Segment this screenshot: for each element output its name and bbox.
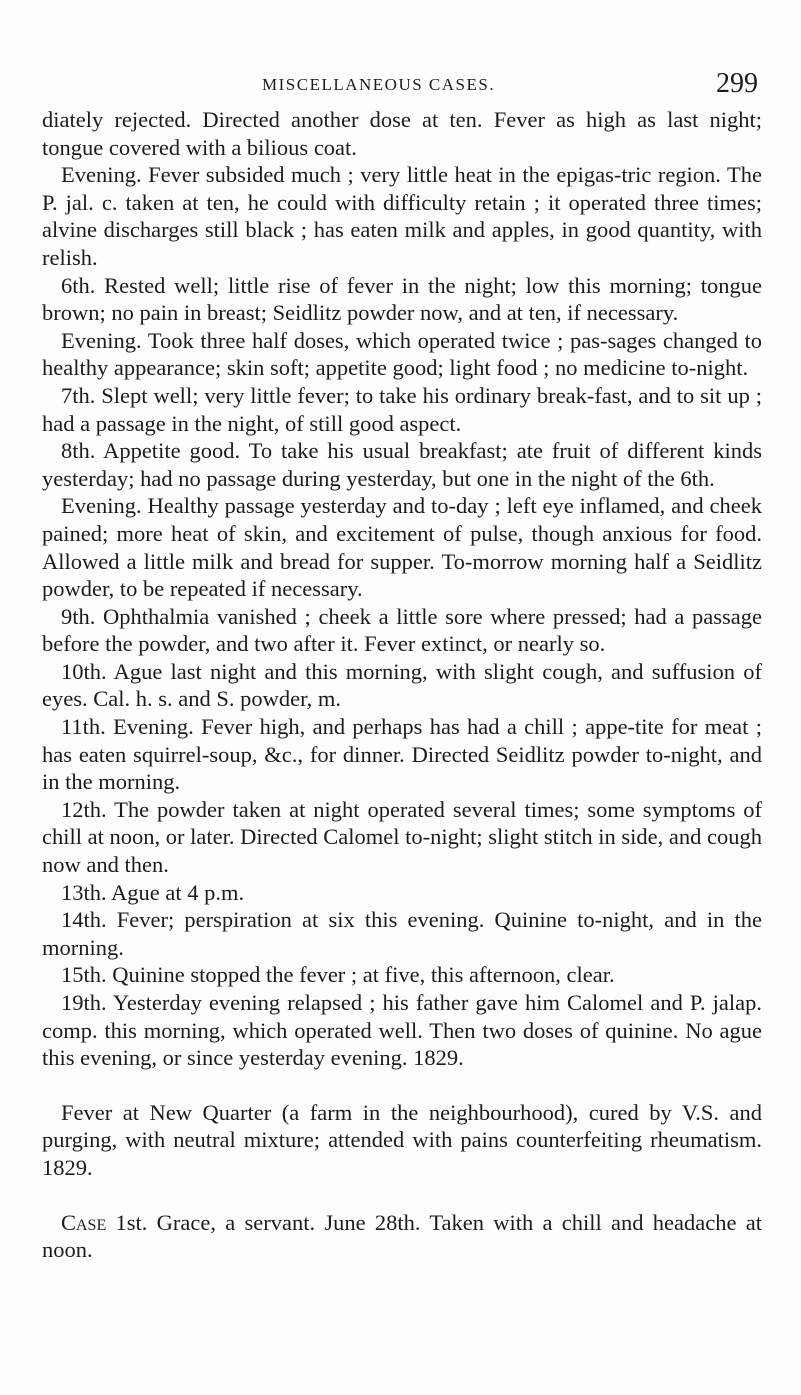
paragraph: 7th. Slept well; very little fever; to take his ordinary break-fast, and to sit up ; had a passage in the night, of still good aspect. (42, 382, 762, 436)
paragraph: 9th. Ophthalmia vanished ; cheek a little sore where pressed; had a passage before the powder, and two after it. Fever extinct, or nearly so. (42, 603, 762, 657)
running-head: MISCELLANEOUS CASES. (262, 75, 496, 94)
paragraph: 13th. Ague at 4 p.m. (61, 879, 245, 905)
case-heading-paragraph (42, 1209, 762, 1264)
case-label: Case (61, 1209, 107, 1235)
page-number: 299 (716, 68, 758, 99)
paragraph: Evening. Took three half doses, which operated twice ; pas-sages changed to healthy appearance; skin soft; appetite good; light food ; no medicine to-night. (42, 327, 762, 381)
paragraph: 12th. The powder taken at night operated several times; some symptoms of chill at noon, or later. Directed Calomel to-night; slight stitch in side, and cough now and then. (42, 796, 762, 878)
paragraph: 11th. Evening. Fever high, and perhaps has had a chill ; appe-tite for meat ; has eaten squirrel-soup, &c., for dinner. Directed Seidlitz powder to-night, and in the morning. (42, 714, 762, 795)
paragraph: Evening. Healthy passage yesterday and to-day ; left eye inflamed, and cheek pained; more heat of skin, and excitement of pulse, though anxious for food. Allowed a little milk and bread for supper. To-morrow morning half a Seidlitz powder, to be repeated if necessary. (42, 493, 762, 602)
section-paragraph: Fever at New Quarter (a farm in the neighbourhood), cured by V.S. and purging, with neutral mixture; attended with pains counterfeiting rheumatism. 1829. (42, 1099, 762, 1180)
paragraph: 10th. Ague last night and this morning, with slight cough, and suffusion of eyes. Cal. h. s. and S. powder, m. (42, 658, 762, 712)
paragraph: 6th. Rested well; little rise of fever in the night; low this morning; tongue brown; no pain in breast; Seidlitz powder now, and at ten, if necessary. (42, 272, 762, 326)
paragraph: 19th. Yesterday evening relapsed ; his father gave him Calomel and P. jalap. comp. this morning, which operated well. Then two doses of quinine. No ague this evening, or since yesterday evening. 1829. (42, 990, 762, 1071)
body-text (42, 106, 762, 1264)
paragraph: diately rejected. Directed another dose at ten. Fever as high as last night; tongue covered with a bilious coat. (42, 107, 762, 160)
paragraph: 14th. Fever; perspiration at six this evening. Quinine to-night, and in the morning. (42, 907, 762, 960)
case-text: 1st. Grace, a servant. June 28th. Taken with a chill and headache at noon. (42, 1209, 762, 1263)
paragraph: 8th. Appetite good. To take his usual breakfast; ate fruit of different kinds yesterday; had no passage during yesterday, but one in the night of the 6th. (42, 438, 762, 491)
paragraph: 15th. Quinine stopped the fever ; at five, this afternoon, clear. (61, 962, 615, 988)
paragraph: Evening. Fever subsided much ; very little heat in the epigas-tric region. The P. jal. c. taken at ten, he could with difficulty retain ; it operated three times; alvine discharges still black ; has eaten milk and apples, in good quantity, with relish. (42, 162, 762, 270)
